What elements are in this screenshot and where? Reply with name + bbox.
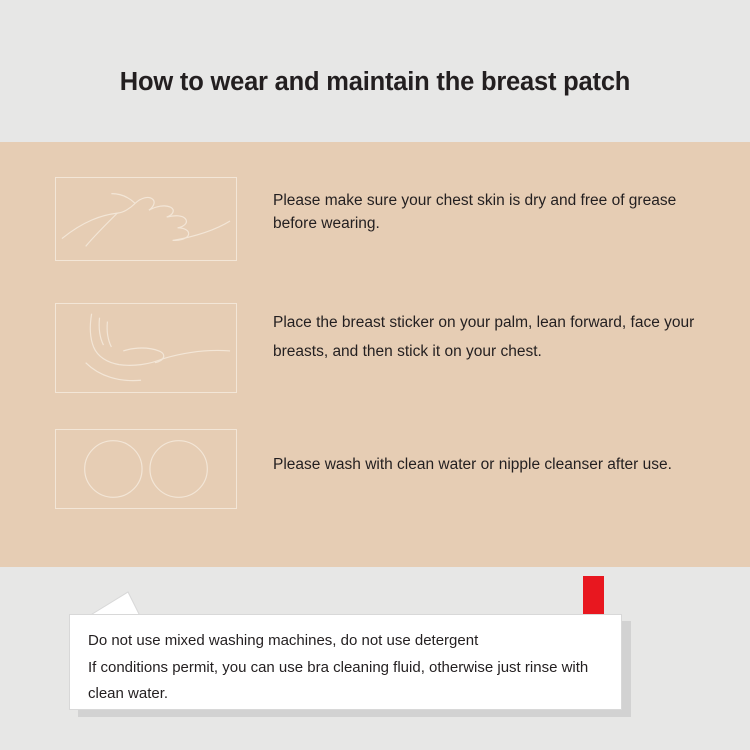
step-item	[55, 429, 703, 509]
step-text: Place the breast sticker on your palm, lean forward, face your breasts, and then stick it on your chest.	[273, 314, 695, 360]
page-title: How to wear and maintain the breast patch	[119, 67, 631, 96]
hands-applying-patch-illustration	[55, 177, 237, 261]
step-item	[55, 177, 698, 261]
bottom-note-area	[0, 567, 750, 750]
note-line: Do not use mixed washing machines, do not use detergent	[88, 632, 479, 649]
step-item	[55, 303, 716, 393]
step-text: Please make sure your chest skin is dry and free of grease before wearing.	[273, 192, 677, 233]
hand-holding-sticker-illustration	[55, 303, 237, 393]
header	[0, 0, 750, 142]
step-text: Please wash with clean water or nipple cleanser after use.	[273, 456, 672, 473]
steps-panel	[0, 142, 750, 567]
warning-note	[69, 614, 622, 710]
two-circular-patches-illustration	[55, 429, 237, 509]
note-line: If conditions permit, you can use bra cleaning fluid, otherwise just rinse with clean water.	[88, 658, 589, 703]
